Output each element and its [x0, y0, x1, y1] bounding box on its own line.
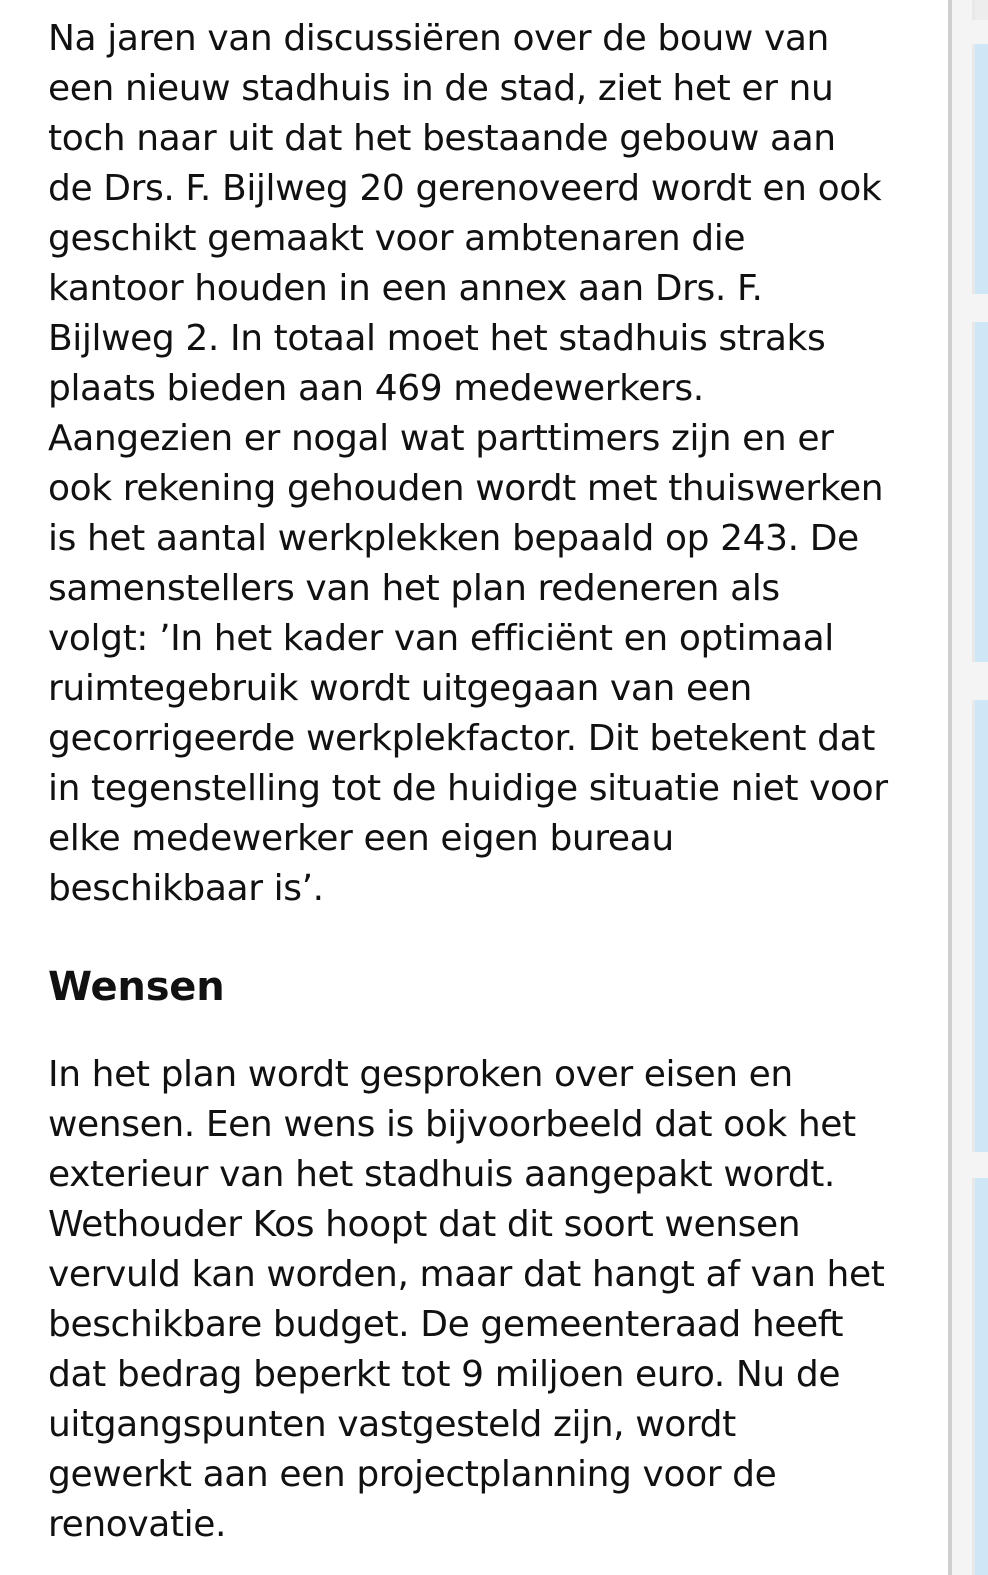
paragraph-line: dat bedrag beperkt tot 9 miljoen euro. Nu de [48, 1354, 841, 1395]
paragraph-line: wensen. Een wens is bijvoorbeeld dat ook het [48, 1104, 856, 1145]
side-panel-edge[interactable] [972, 0, 988, 20]
side-panel-edge[interactable] [972, 322, 988, 662]
paragraph-line: beschikbare budget. De gemeenteraad heeft [48, 1304, 844, 1345]
paragraph-line: is het aantal werkplekken bepaald op 243. De [48, 518, 859, 559]
paragraph-line: een nieuw stadhuis in de stad, ziet het er nu [48, 68, 834, 109]
paragraph-line: Na jaren van discussiëren over de bouw van [48, 18, 829, 59]
paragraph-line: toch naar uit dat het bestaande gebouw aan [48, 118, 836, 159]
paragraph-line: Wethouder Kos hoopt dat dit soort wensen [48, 1204, 801, 1245]
paragraph-line: elke medewerker een eigen bureau [48, 818, 674, 859]
paragraph-line: In het plan wordt gesproken over eisen en [48, 1054, 793, 1095]
paragraph-line: kantoor houden in een annex aan Drs. F. [48, 268, 763, 309]
paragraph-line: volgt: ’In het kader van efficiënt en optimaal [48, 618, 834, 659]
paragraph-line: exterieur van het stadhuis aangepakt wordt. [48, 1154, 835, 1195]
paragraph-line: vervuld kan worden, maar dat hangt af van het [48, 1254, 885, 1295]
paragraph-line: beschikbaar is’. [48, 868, 324, 909]
column-divider [948, 0, 952, 1575]
paragraph-line: Aangezien er nogal wat parttimers zijn en er [48, 418, 834, 459]
article-body [48, 14, 943, 1550]
side-panel-edge[interactable] [972, 1178, 988, 1575]
side-panel-edge[interactable] [972, 44, 988, 294]
article-paragraph-intro [48, 14, 943, 914]
paragraph-line: ook rekening gehouden wordt met thuiswerken [48, 468, 884, 509]
article-paragraph-wensen [48, 1050, 943, 1550]
paragraph-line: uitgangspunten vastgesteld zijn, wordt [48, 1404, 736, 1445]
paragraph-line: gecorrigeerde werkplekfactor. Dit betekent dat [48, 718, 875, 759]
paragraph-line: in tegenstelling tot de huidige situatie niet voor [48, 768, 888, 809]
paragraph-line: gewerkt aan een projectplanning voor de [48, 1454, 777, 1495]
paragraph-line: Bijlweg 2. In totaal moet het stadhuis straks [48, 318, 826, 359]
section-heading-wensen: Wensen [48, 964, 225, 1010]
paragraph-line: de Drs. F. Bijlweg 20 gerenoveerd wordt en ook [48, 168, 882, 209]
paragraph-line: renovatie. [48, 1504, 227, 1545]
paragraph-line: samenstellers van het plan redeneren als [48, 568, 780, 609]
paragraph-line: plaats bieden aan 469 medewerkers. [48, 368, 704, 409]
paragraph-line: ruimtegebruik wordt uitgegaan van een [48, 668, 752, 709]
side-panel-edge[interactable] [972, 700, 988, 1152]
paragraph-line: geschikt gemaakt voor ambtenaren die [48, 218, 746, 259]
